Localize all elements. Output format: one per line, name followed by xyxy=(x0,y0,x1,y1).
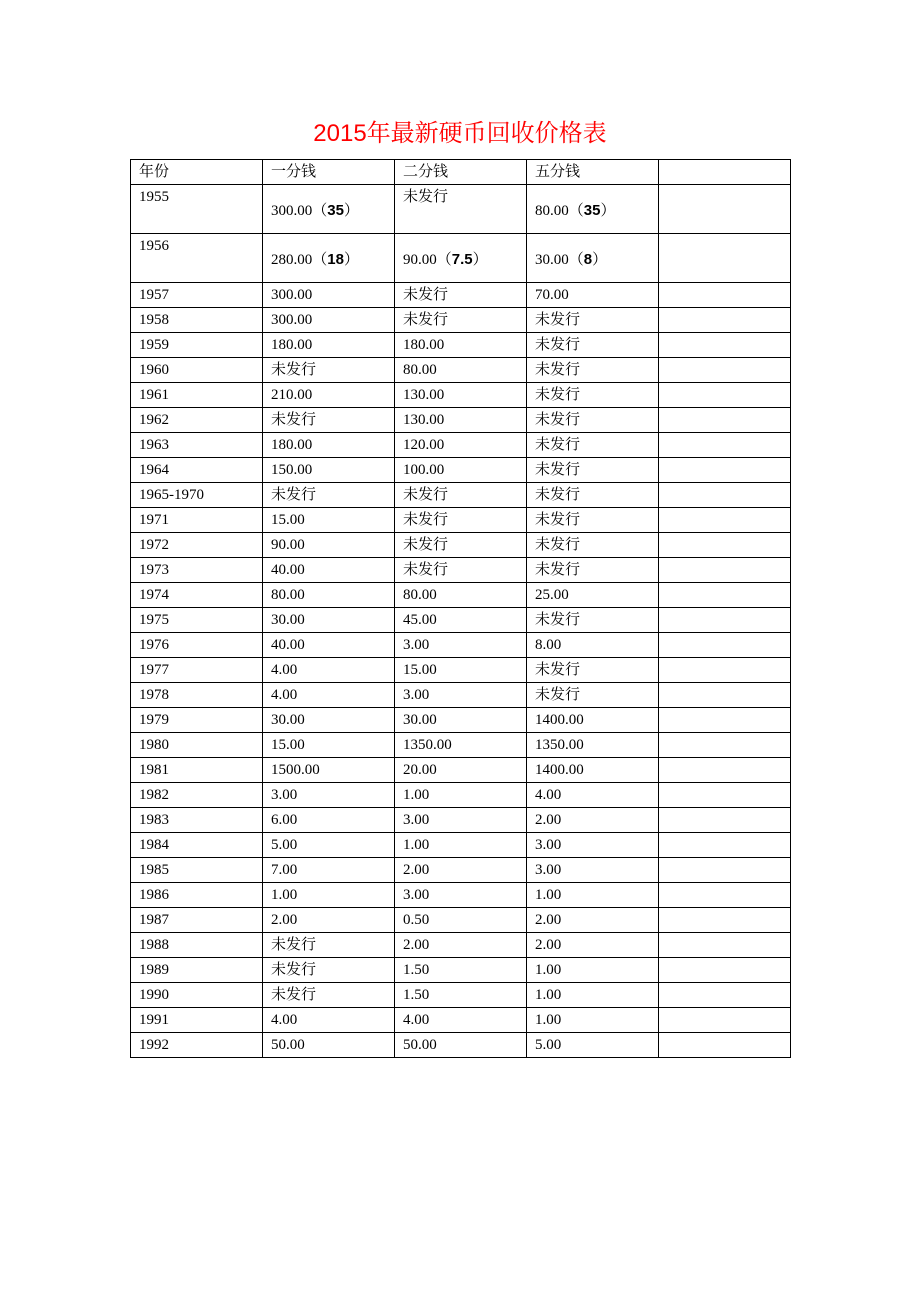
cell-two-fen: 未发行 xyxy=(395,308,527,333)
cell-one-fen: 90.00 xyxy=(263,533,395,558)
header-extra xyxy=(659,160,791,185)
cell-two-fen: 130.00 xyxy=(395,408,527,433)
table-row xyxy=(131,633,791,658)
paren-open: （ xyxy=(312,252,328,268)
cell-five-fen: 1400.00 xyxy=(527,758,659,783)
cell-one-fen: 300.00 xyxy=(263,283,395,308)
cell-two-fen: 未发行 xyxy=(395,508,527,533)
cell-two-fen: 120.00 xyxy=(395,433,527,458)
cell-five-fen: 未发行 xyxy=(527,558,659,583)
note-value: 35 xyxy=(583,202,601,219)
cell-extra xyxy=(659,308,791,333)
cell-two-fen: 1.50 xyxy=(395,958,527,983)
table-row xyxy=(131,958,791,983)
table-row xyxy=(131,358,791,383)
table-row xyxy=(131,908,791,933)
cell-one-fen: 未发行 xyxy=(263,958,395,983)
cell-year: 1965-1970 xyxy=(131,483,263,508)
price-value: 90.00 xyxy=(403,252,437,268)
cell-extra xyxy=(659,708,791,733)
cell-one-fen: 4.00 xyxy=(263,1008,395,1033)
cell-one-fen: 未发行 xyxy=(263,358,395,383)
cell-two-fen: 50.00 xyxy=(395,1033,527,1058)
table-row xyxy=(131,308,791,333)
cell-five-fen xyxy=(527,234,659,283)
paren-open: （ xyxy=(568,203,584,219)
header-two-fen: 二分钱 xyxy=(395,160,527,185)
cell-five-fen: 未发行 xyxy=(527,658,659,683)
cell-year: 1990 xyxy=(131,983,263,1008)
cell-two-fen: 1.00 xyxy=(395,833,527,858)
cell-five-fen: 未发行 xyxy=(527,433,659,458)
cell-five-fen: 未发行 xyxy=(527,308,659,333)
table-row xyxy=(131,783,791,808)
cell-one-fen: 40.00 xyxy=(263,558,395,583)
table-row xyxy=(131,608,791,633)
cell-one-fen: 30.00 xyxy=(263,708,395,733)
cell-two-fen: 2.00 xyxy=(395,858,527,883)
cell-extra xyxy=(659,1008,791,1033)
cell-five-fen: 1400.00 xyxy=(527,708,659,733)
cell-extra xyxy=(659,458,791,483)
table-header-row xyxy=(131,160,791,185)
cell-year: 1979 xyxy=(131,708,263,733)
cell-year: 1975 xyxy=(131,608,263,633)
header-five-fen: 五分钱 xyxy=(527,160,659,185)
cell-year: 1982 xyxy=(131,783,263,808)
cell-two-fen: 3.00 xyxy=(395,883,527,908)
cell-extra xyxy=(659,558,791,583)
cell-year: 1987 xyxy=(131,908,263,933)
price-value: 300.00 xyxy=(271,203,313,219)
table-row xyxy=(131,1008,791,1033)
cell-five-fen: 8.00 xyxy=(527,633,659,658)
cell-five-fen: 1.00 xyxy=(527,983,659,1008)
cell-five-fen: 2.00 xyxy=(527,908,659,933)
cell-five-fen xyxy=(527,185,659,234)
cell-one-fen: 180.00 xyxy=(263,333,395,358)
cell-extra xyxy=(659,185,791,234)
cell-one-fen: 4.00 xyxy=(263,683,395,708)
table-row xyxy=(131,508,791,533)
note-value: 18 xyxy=(327,251,344,268)
table-row-1955 xyxy=(131,185,791,234)
paren-open: （ xyxy=(568,252,584,268)
cell-year: 1956 xyxy=(131,234,263,283)
cell-one-fen: 210.00 xyxy=(263,383,395,408)
cell-extra xyxy=(659,908,791,933)
table-row xyxy=(131,483,791,508)
cell-year: 1973 xyxy=(131,558,263,583)
cell-year: 1961 xyxy=(131,383,263,408)
cell-two-fen: 45.00 xyxy=(395,608,527,633)
cell-five-fen: 3.00 xyxy=(527,858,659,883)
table-row-1956 xyxy=(131,234,791,283)
cell-year: 1962 xyxy=(131,408,263,433)
cell-year: 1963 xyxy=(131,433,263,458)
cell-extra xyxy=(659,733,791,758)
cell-extra xyxy=(659,758,791,783)
table-row xyxy=(131,833,791,858)
cell-extra xyxy=(659,483,791,508)
cell-five-fen: 25.00 xyxy=(527,583,659,608)
cell-extra xyxy=(659,683,791,708)
cell-two-fen: 80.00 xyxy=(395,583,527,608)
cell-year: 1983 xyxy=(131,808,263,833)
cell-two-fen: 未发行 xyxy=(395,283,527,308)
cell-extra xyxy=(659,933,791,958)
cell-five-fen: 未发行 xyxy=(527,533,659,558)
cell-year: 1964 xyxy=(131,458,263,483)
cell-one-fen: 1500.00 xyxy=(263,758,395,783)
cell-five-fen: 3.00 xyxy=(527,833,659,858)
table-row xyxy=(131,983,791,1008)
paren-close: ） xyxy=(343,203,359,219)
cell-one-fen: 15.00 xyxy=(263,508,395,533)
cell-year: 1978 xyxy=(131,683,263,708)
cell-two-fen: 3.00 xyxy=(395,808,527,833)
table-row xyxy=(131,558,791,583)
table-row xyxy=(131,383,791,408)
cell-two-fen xyxy=(395,234,527,283)
table-row xyxy=(131,433,791,458)
cell-one-fen: 150.00 xyxy=(263,458,395,483)
cell-extra xyxy=(659,408,791,433)
cell-two-fen: 1.00 xyxy=(395,783,527,808)
cell-two-fen: 1350.00 xyxy=(395,733,527,758)
cell-extra xyxy=(659,858,791,883)
cell-extra xyxy=(659,658,791,683)
cell-five-fen: 4.00 xyxy=(527,783,659,808)
cell-one-fen xyxy=(263,185,395,234)
cell-year: 1977 xyxy=(131,658,263,683)
cell-two-fen: 15.00 xyxy=(395,658,527,683)
cell-one-fen: 40.00 xyxy=(263,633,395,658)
cell-one-fen: 4.00 xyxy=(263,658,395,683)
price-value: 30.00 xyxy=(535,252,569,268)
cell-year: 1959 xyxy=(131,333,263,358)
cell-two-fen: 未发行 xyxy=(395,185,527,234)
cell-year: 1957 xyxy=(131,283,263,308)
cell-five-fen: 1.00 xyxy=(527,1008,659,1033)
cell-two-fen: 20.00 xyxy=(395,758,527,783)
note-value: 8 xyxy=(583,251,593,268)
table-row xyxy=(131,858,791,883)
cell-one-fen: 5.00 xyxy=(263,833,395,858)
cell-one-fen: 300.00 xyxy=(263,308,395,333)
table-row xyxy=(131,583,791,608)
table-row xyxy=(131,883,791,908)
coin-price-table xyxy=(130,159,791,1058)
cell-one-fen: 未发行 xyxy=(263,983,395,1008)
cell-five-fen: 未发行 xyxy=(527,608,659,633)
cell-one-fen: 6.00 xyxy=(263,808,395,833)
cell-five-fen: 未发行 xyxy=(527,333,659,358)
header-one-fen: 一分钱 xyxy=(263,160,395,185)
paren-close: ） xyxy=(592,252,608,268)
cell-two-fen: 30.00 xyxy=(395,708,527,733)
cell-year: 1985 xyxy=(131,858,263,883)
cell-year: 1960 xyxy=(131,358,263,383)
cell-year: 1981 xyxy=(131,758,263,783)
paren-close: ） xyxy=(343,252,359,268)
cell-one-fen: 未发行 xyxy=(263,408,395,433)
cell-one-fen: 1.00 xyxy=(263,883,395,908)
cell-one-fen: 3.00 xyxy=(263,783,395,808)
cell-extra xyxy=(659,783,791,808)
table-row xyxy=(131,408,791,433)
cell-year: 1989 xyxy=(131,958,263,983)
cell-year: 1971 xyxy=(131,508,263,533)
cell-two-fen: 180.00 xyxy=(395,333,527,358)
cell-extra xyxy=(659,983,791,1008)
paren-open: （ xyxy=(312,203,328,219)
cell-one-fen: 80.00 xyxy=(263,583,395,608)
cell-year: 1955 xyxy=(131,185,263,234)
cell-five-fen: 5.00 xyxy=(527,1033,659,1058)
table-row xyxy=(131,1033,791,1058)
paren-close: ） xyxy=(472,252,488,268)
cell-extra xyxy=(659,1033,791,1058)
cell-extra xyxy=(659,383,791,408)
table-body xyxy=(131,160,791,1058)
cell-two-fen: 3.00 xyxy=(395,633,527,658)
cell-five-fen: 未发行 xyxy=(527,358,659,383)
cell-year: 1988 xyxy=(131,933,263,958)
price-value: 80.00 xyxy=(535,203,569,219)
cell-five-fen: 2.00 xyxy=(527,808,659,833)
cell-year: 1991 xyxy=(131,1008,263,1033)
cell-extra xyxy=(659,433,791,458)
cell-five-fen: 未发行 xyxy=(527,683,659,708)
cell-year: 1980 xyxy=(131,733,263,758)
cell-year: 1972 xyxy=(131,533,263,558)
cell-five-fen: 未发行 xyxy=(527,483,659,508)
cell-five-fen: 1.00 xyxy=(527,958,659,983)
cell-five-fen: 未发行 xyxy=(527,458,659,483)
cell-two-fen: 未发行 xyxy=(395,558,527,583)
cell-one-fen: 未发行 xyxy=(263,933,395,958)
table-row xyxy=(131,708,791,733)
cell-year: 1992 xyxy=(131,1033,263,1058)
cell-extra xyxy=(659,283,791,308)
table-row xyxy=(131,758,791,783)
cell-extra xyxy=(659,833,791,858)
cell-extra xyxy=(659,608,791,633)
cell-extra xyxy=(659,958,791,983)
cell-extra xyxy=(659,533,791,558)
cell-extra xyxy=(659,333,791,358)
cell-two-fen: 未发行 xyxy=(395,533,527,558)
header-year: 年份 xyxy=(131,160,263,185)
table-row xyxy=(131,458,791,483)
cell-five-fen: 1350.00 xyxy=(527,733,659,758)
paren-close: ） xyxy=(600,203,616,219)
page-title: 2015年最新硬币回收价格表 xyxy=(313,120,607,147)
cell-extra xyxy=(659,234,791,283)
cell-five-fen: 未发行 xyxy=(527,408,659,433)
cell-year: 1958 xyxy=(131,308,263,333)
cell-five-fen: 未发行 xyxy=(527,383,659,408)
cell-extra xyxy=(659,358,791,383)
cell-one-fen: 未发行 xyxy=(263,483,395,508)
table-row xyxy=(131,933,791,958)
cell-one-fen: 7.00 xyxy=(263,858,395,883)
cell-two-fen: 0.50 xyxy=(395,908,527,933)
cell-two-fen: 130.00 xyxy=(395,383,527,408)
cell-one-fen: 15.00 xyxy=(263,733,395,758)
cell-year: 1976 xyxy=(131,633,263,658)
cell-two-fen: 3.00 xyxy=(395,683,527,708)
cell-one-fen: 50.00 xyxy=(263,1033,395,1058)
cell-two-fen: 2.00 xyxy=(395,933,527,958)
cell-five-fen: 未发行 xyxy=(527,508,659,533)
table-row xyxy=(131,808,791,833)
cell-five-fen: 70.00 xyxy=(527,283,659,308)
cell-extra xyxy=(659,508,791,533)
cell-two-fen: 1.50 xyxy=(395,983,527,1008)
cell-extra xyxy=(659,808,791,833)
cell-one-fen xyxy=(263,234,395,283)
table-row xyxy=(131,283,791,308)
note-value: 7.5 xyxy=(451,251,473,268)
price-value: 280.00 xyxy=(271,252,313,268)
paren-open: （ xyxy=(436,252,452,268)
cell-extra xyxy=(659,883,791,908)
cell-year: 1984 xyxy=(131,833,263,858)
table-row xyxy=(131,533,791,558)
cell-one-fen: 30.00 xyxy=(263,608,395,633)
cell-two-fen: 100.00 xyxy=(395,458,527,483)
table-row xyxy=(131,658,791,683)
table-row xyxy=(131,733,791,758)
cell-year: 1974 xyxy=(131,583,263,608)
cell-five-fen: 1.00 xyxy=(527,883,659,908)
cell-two-fen: 80.00 xyxy=(395,358,527,383)
cell-two-fen: 未发行 xyxy=(395,483,527,508)
cell-one-fen: 2.00 xyxy=(263,908,395,933)
cell-extra xyxy=(659,633,791,658)
cell-year: 1986 xyxy=(131,883,263,908)
table-row xyxy=(131,333,791,358)
cell-five-fen: 2.00 xyxy=(527,933,659,958)
cell-one-fen: 180.00 xyxy=(263,433,395,458)
note-value: 35 xyxy=(327,202,344,219)
cell-two-fen: 4.00 xyxy=(395,1008,527,1033)
cell-extra xyxy=(659,583,791,608)
table-row xyxy=(131,683,791,708)
